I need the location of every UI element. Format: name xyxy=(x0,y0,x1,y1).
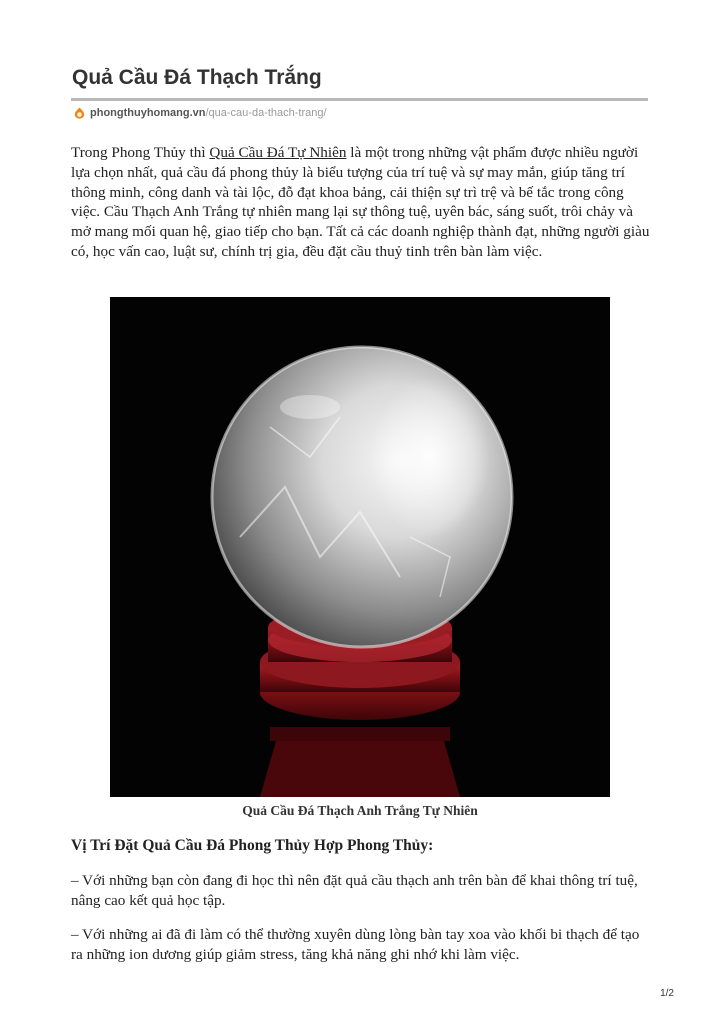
image-caption: Quả Cầu Đá Thạch Anh Trắng Tự Nhiên xyxy=(242,803,478,818)
source-path: /qua-cau-da-thach-trang/ xyxy=(205,107,327,119)
article-title: Quả Cầu Đá Thạch Trắng xyxy=(72,66,322,89)
source-line[interactable] xyxy=(74,107,327,119)
intro-text-rest: là một trong những vật phẩm được nhiều người lựa chọn nhất, quả cầu đá phong thủy là biểu tượng của trí tuệ và sự may mắn, giúp tăng trí thông minh, công danh và tài lộc, đỗ đạt khoa bảng, cải thiện sự trì trệ và bế tắc trong công việc. Cầu Thạch Anh Trắng tự nhiên mang lại sự thông tuệ, uyên bác, sáng suốt, trôi chảy và mở mang mối quan hệ, giao tiếp cho bạn. Tất cả các doanh nghiệp thành đạt, những người giàu có, học vấn cao, luật sư, chính trị gia, đều đặt cầu thuỷ tinh trên bàn làm việc. xyxy=(71,144,650,260)
placement-paragraph-workers: – Với những ai đã đi làm có thể thường xuyên dùng lòng bàn tay xoa vào khối bi thạch để tạo ra những ion dương giúp giảm stress, tăng khả năng ghi nhớ khi làm việc. xyxy=(71,926,640,963)
placement-paragraph-students: – Với những bạn còn đang đi học thì nên đặt quả cầu thạch anh trên bàn để khai thông trí tuệ, nâng cao kết quả học tập. xyxy=(71,872,638,909)
natural-stone-ball-link[interactable]: Quả Cầu Đá Tự Nhiên xyxy=(209,144,347,161)
title-divider xyxy=(71,98,648,101)
intro-paragraph xyxy=(71,143,651,262)
site-favicon-icon xyxy=(74,107,85,119)
crystal-ball-photo xyxy=(110,297,610,797)
source-domain: phongthuyhomang.vn xyxy=(90,107,206,119)
intro-text-start: Trong Phong Thủy thì xyxy=(71,144,210,161)
section-heading: Vị Trí Đặt Quả Cầu Đá Phong Thủy Hợp Phong Thủy: xyxy=(71,837,434,854)
page-number: 1/2 xyxy=(660,988,674,999)
